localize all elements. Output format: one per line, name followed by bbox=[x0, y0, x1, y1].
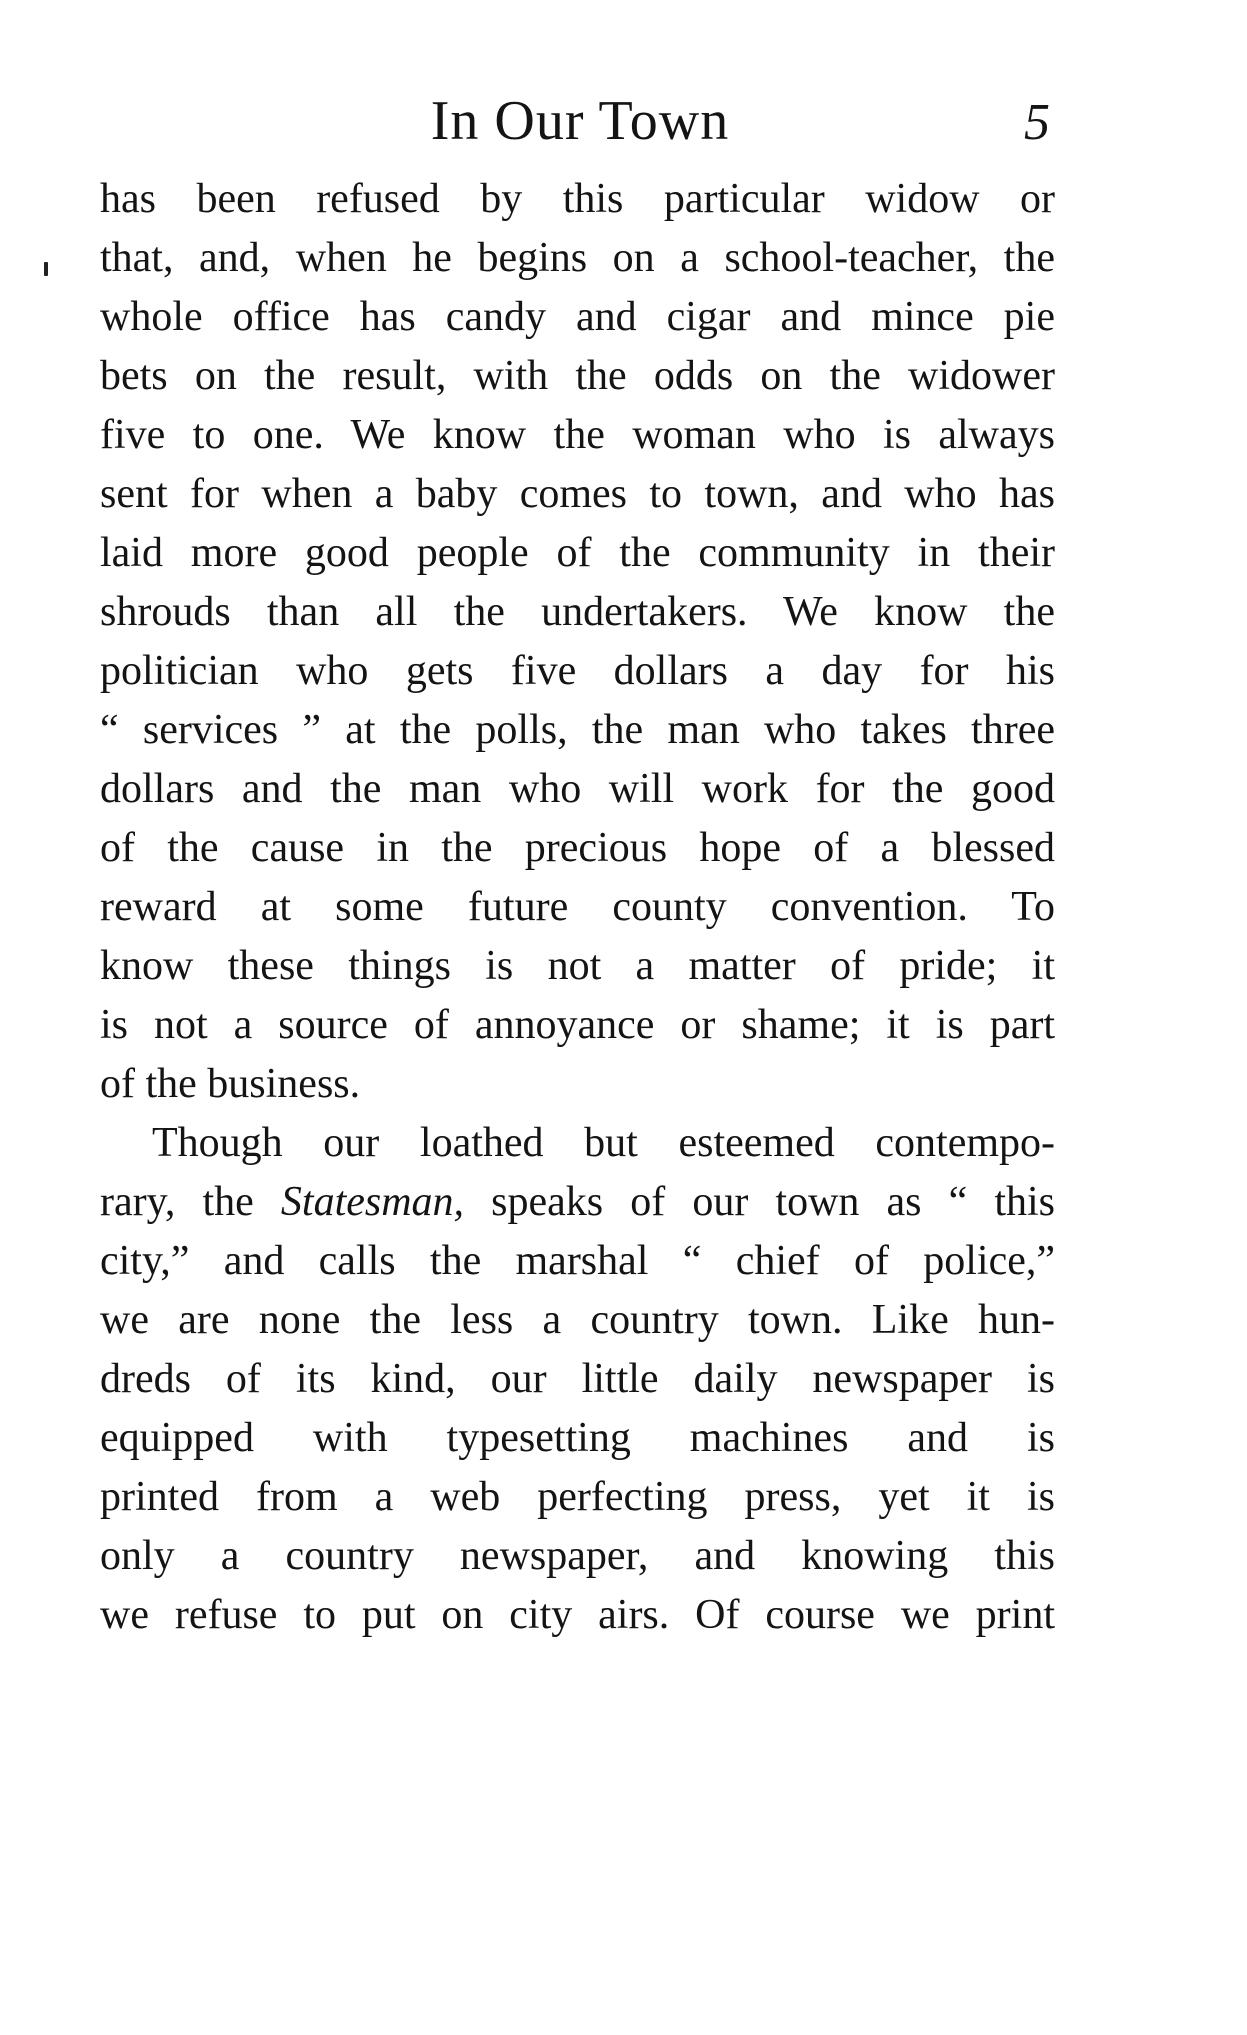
text-segment: rary, the bbox=[100, 1179, 281, 1225]
text-line: Though our loathed but esteemed contempo- bbox=[152, 1120, 1055, 1166]
text-line: sent for when a baby comes to town, and who has bbox=[100, 471, 1055, 517]
text-line: shrouds than all the undertakers. We know the bbox=[100, 589, 1055, 635]
page-number: 5 bbox=[1024, 94, 1050, 151]
text-line: city,” and calls the marshal “ chief of police,” bbox=[100, 1238, 1055, 1284]
text-line: whole office has candy and cigar and mince pie bbox=[100, 294, 1055, 340]
text-line: know these things is not a matter of pride; it bbox=[100, 943, 1055, 989]
text-line: of the cause in the precious hope of a blessed bbox=[100, 825, 1055, 871]
text-line: printed from a web perfecting press, yet it is bbox=[100, 1474, 1055, 1520]
paragraph-2 bbox=[100, 1114, 1055, 1645]
text-line: we are none the less a country town. Like hun- bbox=[100, 1297, 1055, 1343]
text-line: “ services ” at the polls, the man who takes three bbox=[100, 707, 1055, 753]
text-line: dreds of its kind, our little daily newspaper is bbox=[100, 1356, 1055, 1402]
text-line: only a country newspaper, and knowing this bbox=[100, 1533, 1055, 1579]
text-line: is not a source of annoyance or shame; it is part bbox=[100, 1002, 1055, 1048]
text-line: reward at some future county convention. To bbox=[100, 884, 1055, 930]
text-segment: speaks of our town as “ this bbox=[464, 1179, 1055, 1225]
text-line: five to one. We know the woman who is always bbox=[100, 412, 1055, 458]
running-head bbox=[100, 86, 1060, 156]
text-line: has been refused by this particular widow or bbox=[100, 176, 1055, 222]
newspaper-title: Statesman, bbox=[280, 1179, 465, 1225]
text-line: bets on the result, with the odds on the widower bbox=[100, 353, 1055, 399]
paragraph-1 bbox=[100, 170, 1055, 1114]
running-title: In Our Town bbox=[430, 90, 730, 152]
text-line: we refuse to put on city airs. Of course we print bbox=[100, 1592, 1055, 1638]
text-line: equipped with typesetting machines and is bbox=[100, 1415, 1055, 1461]
body-text bbox=[100, 170, 1055, 1645]
margin-mark bbox=[44, 262, 48, 276]
text-line: politician who gets five dollars a day for his bbox=[100, 648, 1055, 694]
text-line: dollars and the man who will work for the good bbox=[100, 766, 1055, 812]
text-line: that, and, when he begins on a school-teacher, the bbox=[100, 235, 1055, 281]
text-line: of the business. bbox=[100, 1061, 361, 1107]
text-line: laid more good people of the community in their bbox=[100, 530, 1055, 576]
text-line-with-title bbox=[100, 1173, 1055, 1232]
